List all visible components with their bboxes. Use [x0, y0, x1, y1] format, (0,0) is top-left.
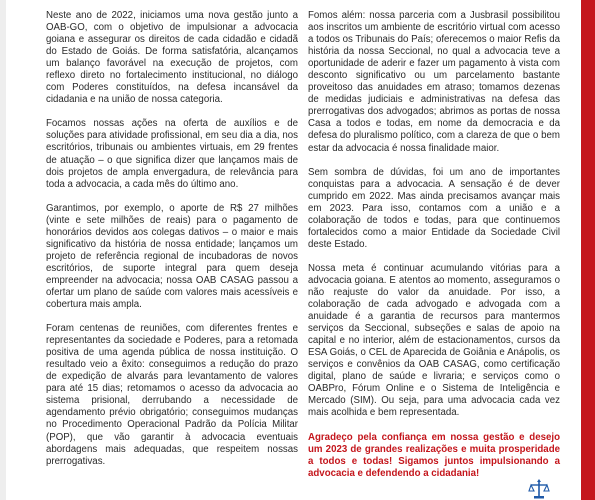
left-margin-strip: [0, 0, 6, 500]
left-text-column: [46, 10, 298, 480]
right-text-column: [308, 10, 560, 492]
right-accent-strip: [581, 0, 595, 500]
paragraph: Focamos nossas ações na oferta de auxílios e de soluções para atividade profissional, em seu dia a dia, nos escritórios, tribunais ou ambientes virtuais, em 29 frentes de atuação – o que significa dizer que lançamos mais de dois projetos de ampla envergadura, de relevância para toda a advocacia, a cada mês do último ano.: [46, 118, 298, 190]
paragraph: Foram centenas de reuniões, com diferentes frentes e representantes da sociedade e Poderes, para a retomada positiva de uma agenda pública de nossa instituição. O resultado veio a êxito: conseguimos a redução do prazo de expedição de alvarás para levantamento de valores para até 15 dias; retomamos o acesso da advocacia ao sistema prisional, derrubando a necessidade de agendamento prévio obrigatório; conseguimos mudanças no Procedimento Operacional Padrão da Polícia Militar (POP), que vão garantir à advocacia eventuais abordagens mais adequadas, que respeitem nossas prerrogativas.: [46, 323, 298, 467]
paragraph: Sem sombra de dúvidas, foi um ano de importantes conquistas para a advocacia. A sensação é de dever cumprido em 2022. Mas ainda precisamos avançar mais em 2023. Para isso, contamos com a união e a colaboração de todos e todas, para que continuemos fortalecidos como a maior Entidade da Sociedade Civil deste Estado.: [308, 166, 560, 250]
paragraph: Fomos além: nossa parceria com a Jusbrasil possibilitou aos inscritos um ambiente de escritório virtual com acesso a todos os Tribunais do País; oferecemos o maior Refis da história da nossa Seccional, no qual a advocacia teve a oportunidade de aderir e fazer um pagamento à vista com desconto significativo ou um parcelamento bastante proveitoso das anuidades em atraso; tomamos dezenas de medidas judiciais e administrativas na defesa das prerrogativas dos advogados; abrimos as portas de nossa Casa a todos e todas, em nome da democracia e da defesa do pluralismo político, com a clareza de que o bem estar da advocacia é nossa finalidade maior.: [308, 10, 560, 154]
closing-message: Agradeço pela confiança em nossa gestão e desejo um 2023 de grandes realizações e muita prosperidade a todos e todas! Sigamos juntos impulsionando a advocacia e defendendo a cidadania!: [308, 431, 560, 479]
paragraph: Nossa meta é continuar acumulando vitórias para a advocacia goiana. E atentos ao momento, asseguramos o não reajuste do valor da anuidade. Por isso, a colaboração de cada advogado e advogada com a anuidade é a garantia de recursos para mantermos serviços da Seccional, subseções e salas de apoio na capital e no interior, além de estacionamentos, cursos da ESA Goiás, o CEL de Aparecida de Goiânia e Anápolis, os serviços e convênios da OAB CASAG, como certificação digital, plano de saúde e livraria; e serviços como o OABPro, Fórum Online e o Sistema de Inteligência e Mercado (SIM). Ou seja, para uma advocacia cada vez mais acolhida e bem representada.: [308, 262, 560, 419]
oab-emblem-icon: [528, 478, 550, 500]
paragraph: Garantimos, por exemplo, o aporte de R$ 27 milhões (vinte e sete milhões de reais) para o pagamento de honorários devidos aos colegas dativos – o maior e mais significativo da história de nossa entidade; lançamos um projeto de referência regional de incubadoras de novos escritórios, de suporte integral para quem deseja empreender na advocacia; nossa OAB CASAG passou a ofertar um plano de saúde com valores mais acessíveis e cobertura mais ampla.: [46, 202, 298, 311]
paragraph: Neste ano de 2022, iniciamos uma nova gestão junto a OAB-GO, com o objetivo de impulsionar a advocacia goiana e assegurar os direitos de cada cidadão e cidadã do Estado de Goiás. De forma satisfatória, alcançamos um balanço favorável na execução de projetos, com reflexo direto no fortalecimento institucional, no diálogo com Poderes constituídos, na defesa incansável da cidadania e na união de nossa categoria.: [46, 10, 298, 106]
